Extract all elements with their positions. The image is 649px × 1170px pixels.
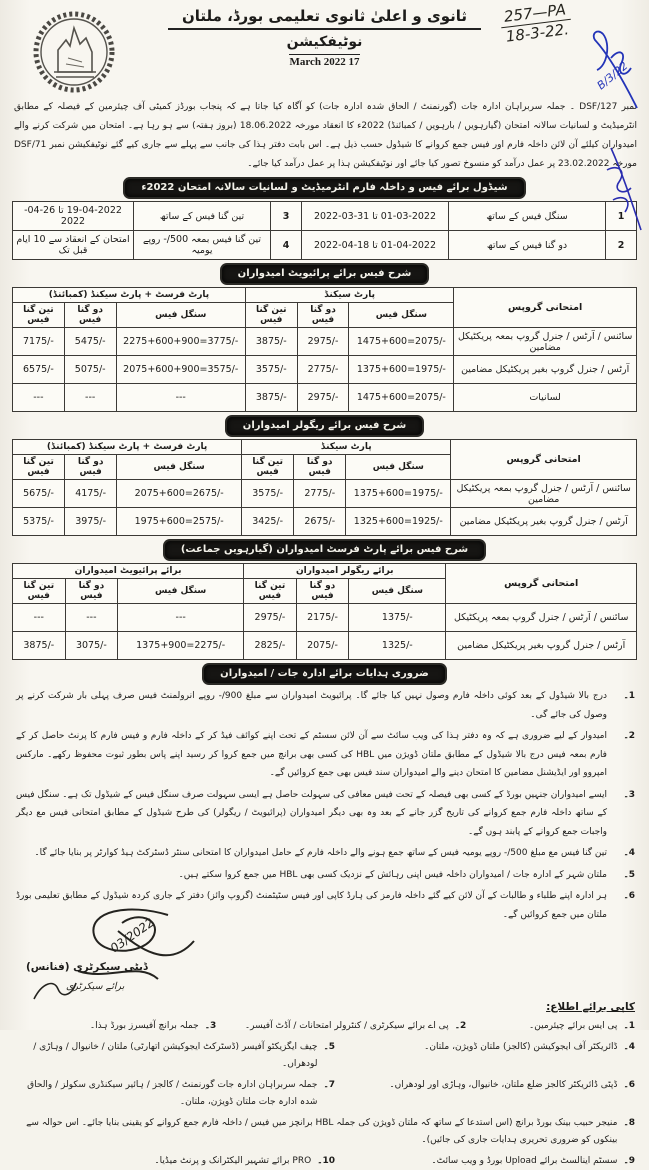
schedule-desc: تین گنا فیس بمعہ 500/- روپے یومیہ [134,231,271,260]
table-row [13,604,637,632]
col-triple: تین گنا فیس [13,579,66,604]
fee-value: --- [13,384,65,412]
list-item [16,727,635,783]
fee-value: --- [116,384,245,412]
banner-instructions: ضروری ہدایات برائے ادارہ جات / امیدواران [204,665,445,683]
table-row [13,328,637,356]
item-text: جملہ سربراہان ادارہ جات گورنمنٹ / کالجز / ہائیر سیکنڈری سکولز / والحاق شدہ ادارہ جات ملتان ڈویژن، ملتان۔ [27,1080,318,1107]
fee-value: 2175/- [296,604,349,632]
schedule-dates: 01-04-2022 تا 18-04-2022 [302,231,449,260]
schedule-dates: 19-04-2022 تا 26-04-2022 [13,202,134,231]
item-number: 3۔ [623,789,635,800]
schedule-table [12,201,637,260]
item-text: ڈپٹی ڈائریکٹر کالجز ضلع ملتان، خانیوال، وہاڑی اور لودھراں۔ [389,1080,618,1090]
board-title: ثانوی و اعلیٰ ثانوی تعلیمی بورڈ، ملتان [168,7,481,30]
schedule-desc: دو گنا فیس کے ساتھ [449,231,606,260]
fee-value: 5075/- [64,356,116,384]
fee-group: سائنس / آرٹس / جنرل گروپ بمعہ پریکٹیکل [446,604,637,632]
col-combined: پارٹ فرسٹ + پارٹ سیکنڈ (کمبائنڈ) [13,440,242,455]
list-item [16,687,635,724]
fee-value: 2975/- [244,604,297,632]
item-number: 9۔ [623,1156,635,1166]
fee-value: 1375+600=1975/- [349,356,454,384]
col-triple: تین گنا فیس [242,455,294,480]
diary-number-text: 257—PA [499,0,571,28]
col-single: سنگل فیس [117,455,242,480]
cc-item [335,1039,635,1073]
col-double: دو گنا فیس [65,455,117,480]
item-number: 1۔ [623,691,635,701]
item-number: 4۔ [623,848,635,858]
col-single: سنگل فیس [349,579,446,604]
fee-value: 5475/- [64,328,116,356]
fee-value: --- [64,384,116,412]
fee-value: 2075/- [296,632,349,660]
signatory-designation: ڈپٹی سیکرٹری (فنانس) [26,961,148,973]
for-secretary-note: برائے سیکرٹری [66,981,125,992]
fee-table-part1 [12,563,637,660]
fee-value: 1375+600=1975/- [346,480,451,508]
cc-item [466,1018,635,1035]
col-groups: امتحانی گروپس [454,288,637,328]
col-groups: امتحانی گروپس [451,440,637,480]
fee-value: 3975/- [65,508,117,536]
cc-item [10,1153,335,1170]
banner-fee-part1: شرح فیس برائے پارٹ فرسٹ امیدواران (گیارہویں جماعت) [165,541,484,559]
item-number: 7۔ [323,1080,335,1090]
table-row [13,632,637,660]
fee-value: 2975/- [297,384,349,412]
item-text: PRO برائے تشہیر الیکٹرانک و پرنٹ میڈیا۔ [154,1156,312,1166]
item-text: سسٹم اینالسٹ برائے Upload بورڈ و ویب سائٹ۔ [431,1156,618,1166]
signature-block [0,915,649,1001]
item-text: جملہ برانچ آفیسرز بورڈ ہذا۔ [89,1021,199,1031]
fee-group: آرٹس / جنرل گروپ بغیر پریکٹیکل مضامین [454,356,637,384]
notification-date: 17 March 2022 [289,56,360,68]
table-row [13,508,637,536]
cc-item [335,1077,635,1111]
cc-item [216,1018,466,1035]
document-header [0,0,649,96]
list-item [16,887,635,924]
fee-value: 1375/- [349,604,446,632]
schedule-desc: سنگل فیس کے ساتھ [449,202,606,231]
col-single: سنگل فیس [346,455,451,480]
schedule-dates: 01-03-2022 تا 31-03-2022 [302,202,449,231]
fee-value: --- [118,604,244,632]
banner-fee-regular: شرح فیس برائے ریگولر امیدواران [227,417,422,435]
schedule-desc: تین گنا فیس کے ساتھ [134,202,271,231]
fee-value: 2075+600=2675/- [117,480,242,508]
item-text: منیجر حبیب بینک بورڈ برانچ (اس استدعا کے ساتھ کہ ملتان ڈویژن کی جملہ HBL برانچز میں فیس / داخلہ فارم جمع کروانے کو یقینی بنایا جائے۔ اس حوالہ سے بینکوں کو ضروری تحریری ہدایات جاری کی جائیں)۔ [26,1118,618,1145]
banner-fee-private: شرح فیس برائے پرائیویٹ امیدواران [222,265,428,283]
fee-value: 1975+600=2575/- [117,508,242,536]
fee-value: 3875/- [13,632,66,660]
schedule-sr: 2 [606,231,637,260]
item-text: ڈائریکٹر آف ایجوکیشن (کالجز) ملتان ڈویژن، ملتان۔ [424,1042,618,1052]
fee-table-regular [12,439,637,536]
item-number: 4۔ [623,1042,635,1052]
cc-item [335,1153,635,1170]
fee-value: 5675/- [13,480,65,508]
item-text: ایسے امیدواران جنہیں بورڈ کے کسی بھی فیصلہ کے تحت فیس معافی کی سہولت حاصل ہے ایسی سہولت صرف سنگل فیس کے شیڈول تک ہے۔ سنگل فیس کے ساتھ داخلہ فارم جمع کروانے کی تاریخ گزر جانے کے بعد وہ بھی دیگر امیدواران (پرائیویٹ / ریگولر) کی طرح شیڈول کے مطابق امتحانی فیس مع دیگر واجبات جمع کروانے کے پابند ہوں گے۔ [16,789,607,837]
fee-group: سائنس / آرٹس / جنرل گروپ بمعہ پریکٹیکل مضامین [454,328,637,356]
fee-value: 2675/- [294,508,346,536]
fee-group: لسانیات [454,384,637,412]
fee-group: آرٹس / جنرل گروپ بغیر پریکٹیکل مضامین [451,508,637,536]
cc-heading: کاپی برائے اطلاع: [546,1001,635,1013]
col-combined: پارٹ فرسٹ + پارٹ سیکنڈ (کمبائنڈ) [13,288,246,303]
fee-value: 2275+600+900=3775/- [116,328,245,356]
table-row [13,384,637,412]
item-text: پی اے برائے سیکرٹری / کنٹرولر امتحانات / آڈٹ آفیسر۔ [244,1021,449,1031]
fee-value: 2975/- [297,328,349,356]
fee-value: 1475+600=2075/- [349,328,454,356]
fee-value: 4175/- [65,480,117,508]
fee-value: 2825/- [244,632,297,660]
col-double: دو گنا فیس [65,579,118,604]
list-item [16,844,635,863]
banner-schedule: شیڈول برائے فیس و داخلہ فارم انٹرمیڈیٹ و لسانیات سالانہ امتحان 2022ء [125,179,523,197]
instructions-list [0,687,649,924]
fee-value: --- [65,604,118,632]
fee-value: 2775/- [294,480,346,508]
table-row [13,231,637,260]
list-item [16,866,635,885]
item-number: 2۔ [454,1021,467,1031]
svg-text:03/2022: 03/2022 [107,915,157,956]
table-row [13,356,637,384]
item-text: تین گنا فیس مع مبلغ 500/- روپے یومیہ فیس کے ساتھ جمع ہونے والے داخلہ فارم کے حامل امیدواران کا امتحانی سنٹر ڈسٹرکٹ ہیڈ کوارٹر پر بنایا جائے گا۔ [34,848,607,858]
fee-group: آرٹس / جنرل گروپ بغیر پریکٹیکل مضامین [446,632,637,660]
col-double: دو گنا فیس [64,303,116,328]
schedule-sr: 3 [271,202,302,231]
item-text: امیدوار کے لیے ضروری ہے کہ وہ دفتر ہذا کی ویب سائٹ سے آن لائن سسٹم کے تحت اپنے کوائف فیڈ کر کے داخلہ فارم و فیس فارم کا پرنٹ حاصل کر کے فارم بمعہ فیس درج بالا شیڈول کے مطابق ملتان ڈویژن میں HBL کی کسی بھی برانچ میں جمع کروا کر رسید اپنے پاس بطور ثبوت محفوظ رکھے۔ مارکس امپروو اور ایڈیشنل مضامین کا امتحان دینے والے امیدواران سند فیس بھی جمع کروائیں گے۔ [16,731,607,778]
col-double: دو گنا فیس [294,455,346,480]
col-triple: تین گنا فیس [244,579,297,604]
fee-value: 1325+600=1925/- [346,508,451,536]
item-text: درج بالا شیڈول کے بعد کوئی داخلہ فارم وصول نہیں کیا جائے گا۔ پرائیویٹ امیدواران سے مبلغ 900/- روپے انرولمنٹ فیس صرف پہلی بار شرکت کرنے پر وصول کی جائے گی۔ [16,691,607,720]
col-part2: پارٹ سیکنڈ [242,440,451,455]
cc-item [10,1115,635,1149]
col-triple: تین گنا فیس [13,303,65,328]
col-private: برائے پرائیویٹ امیدواران [13,564,244,579]
intro-paragraph: نمبر DSF/127 ۔ جملہ سربراہان ادارہ جات (گورنمنٹ / الحاق شدہ ادارہ جات) کو آگاہ کیا جاتا ہے کہ پنجاب بورڈز کمیٹی آف چیئرمین کے فیصلہ کے مطابق انٹرمیڈیٹ و لسانیات سالانہ امتحان (گیارہویں / بارہویں / کمبائنڈ) 2022ء کا انعقاد مورخہ 18.06.2022 (بروز ہفتہ) سے ہو رہا ہے۔ امتحان میں شرکت کرنے والے امیدواران کیلئے آن لائن داخلہ فارم اور فیس جمع کروانے کا شیڈول حسب ذیل ہے۔ اس بابت دفتر ہذا کی جانب سے پہلے سے جاری کیے گئے نوٹیفکیشن نمبر DSF/71 مورخہ 23.02.2022 پر عمل درآمد کو منسوخ تصور کیا جائے اور نوٹیفکیشن ہذا پر عمل درآمد کیا جائے۔ [14,102,637,169]
fee-value: 6575/- [13,356,65,384]
item-number: 8۔ [623,1118,635,1128]
item-number: 3۔ [204,1021,217,1031]
schedule-sr: 1 [606,202,637,231]
col-single: سنگل فیس [118,579,244,604]
schedule-dates: امتحان کے انعقاد سے 10 ایام قبل تک [13,231,134,260]
col-groups: امتحانی گروپس [446,564,637,604]
item-text: ملتان شہر کے ادارہ جات / امیدواران داخلہ فیس اپنی رہائش کے نزدیک کسی بھی HBL میں جمع کروا سکتے ہیں۔ [178,869,607,880]
cc-item [10,1039,335,1073]
col-double: دو گنا فیس [297,303,349,328]
fee-value: 2075+600+900=3575/- [116,356,245,384]
table-row [13,202,637,231]
fee-table-private [12,287,637,412]
fee-value: 3875/- [245,384,297,412]
item-text: چیف ایگزیکٹو آفیسر (ڈسٹرکٹ ایجوکیشن اتھارٹی) ملتان / خانیوال / وہاڑی / لودھراں۔ [33,1042,318,1069]
fee-value: 2775/- [297,356,349,384]
fee-value: 1475+600=2075/- [349,384,454,412]
list-item [16,786,635,842]
col-triple: تین گنا فیس [245,303,297,328]
fee-value: 3875/- [245,328,297,356]
col-single: سنگل فیس [349,303,454,328]
fee-value: 3075/- [65,632,118,660]
col-single: سنگل فیس [116,303,245,328]
fee-value: --- [13,604,66,632]
cc-item [10,1018,216,1035]
item-text: ہر ادارہ اپنے طلباء و طالبات کے آن لائن کیے گئے داخلہ فارمز کی ہارڈ کاپی اور فیس سٹیٹمنٹ (گروپ وائز) دفتر کے جاری کردہ شیڈول کے مطابق تعلیمی بورڈ ملتان میں جمع کروائیں گے۔ [16,891,607,920]
fee-group: سائنس / آرٹس / جنرل گروپ بمعہ پریکٹیکل مضامین [451,480,637,508]
table-row [13,480,637,508]
col-part2: پارٹ سیکنڈ [245,288,453,303]
item-number: 6۔ [623,891,635,901]
item-number: 2۔ [623,731,635,741]
svg-text:B/3/22: B/3/22 [594,59,631,93]
item-number: 6۔ [623,1080,635,1090]
fee-value: 1375+900=2275/- [118,632,244,660]
fee-value: 1325/- [349,632,446,660]
cc-section [0,1001,649,1170]
fee-value: 3575/- [242,480,294,508]
item-number: 1۔ [623,1021,635,1031]
item-number: 5۔ [623,869,635,880]
fee-value: 3575/- [245,356,297,384]
item-number: 5۔ [323,1042,335,1052]
cc-item [10,1077,335,1111]
doc-type-heading: نوٹیفکیشن [286,34,363,50]
diary-date-text: 18-3-22. [504,20,570,46]
col-regular: برائے ریگولر امیدواران [244,564,446,579]
col-double: دو گنا فیس [296,579,349,604]
col-triple: تین گنا فیس [13,455,65,480]
item-text: پی ایس برائے چیئرمین۔ [529,1021,618,1031]
schedule-sr: 4 [271,231,302,260]
fee-value: 7175/- [13,328,65,356]
item-number: 10۔ [317,1156,335,1166]
fee-value: 3425/- [242,508,294,536]
fee-value: 5375/- [13,508,65,536]
